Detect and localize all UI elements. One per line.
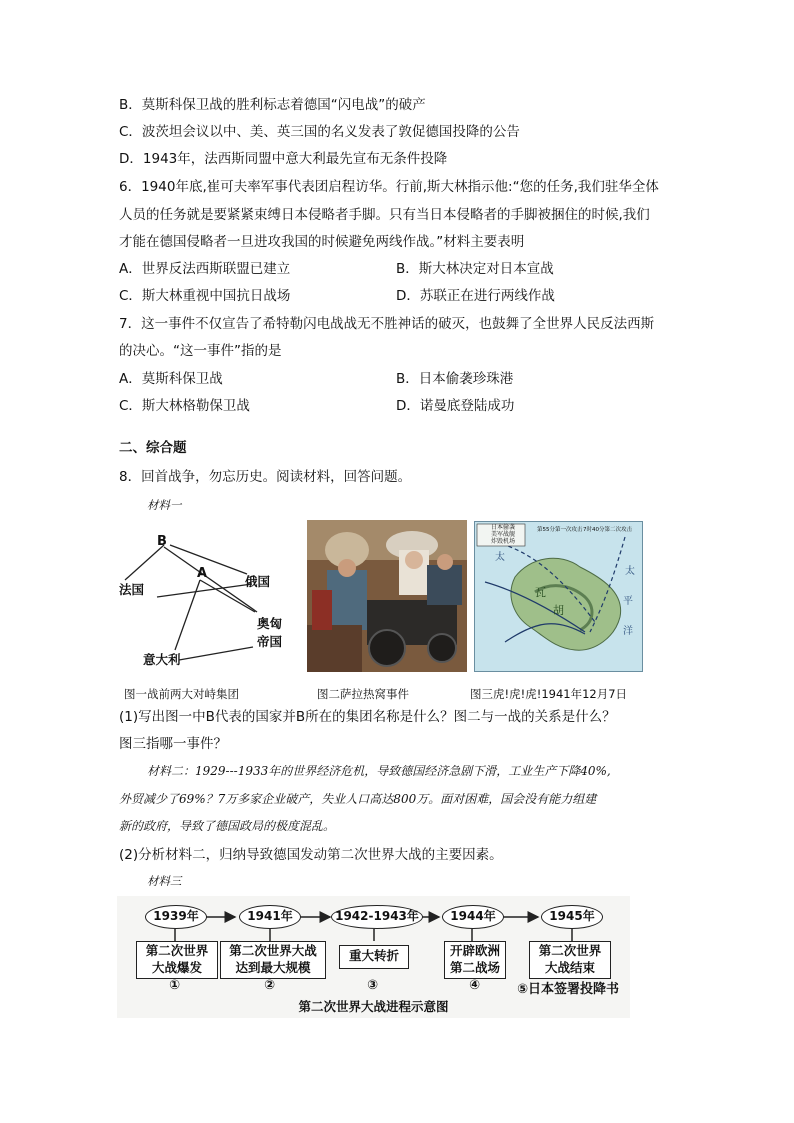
timeline-event-2-line1: 第二次世界大战 bbox=[229, 943, 317, 958]
material2-line2: 外贸减少了69%？7万多家企业破产，失业人口高达800万。面对困难，国会没有能力组建 bbox=[119, 792, 597, 806]
fig3-island-1: 瓦 bbox=[535, 586, 546, 599]
q6-option-b: B．斯大林决定对日本宣战 bbox=[396, 261, 554, 277]
q8-1-line1: (1)写出图一中B代表的国家并B所在的集团名称是什么？图二与一战的关系是什么？ bbox=[119, 709, 616, 725]
q7-line1: 7．这一事件不仅宣告了希特勒闪电战战无不胜神话的破灭，也鼓舞了全世界人民反法西斯 bbox=[119, 316, 655, 332]
fig1-caption: 图一战前两大对峙集团 bbox=[124, 687, 239, 701]
fig3-island-2: 胡 bbox=[553, 604, 564, 617]
q8-intro: 8．回首战争，勿忘历史。阅读材料，回答问题。 bbox=[119, 469, 412, 485]
q6-option-c: C．斯大林重视中国抗日战场 bbox=[119, 288, 291, 304]
figure2-sarajevo-image bbox=[307, 520, 467, 672]
fig3-sea-label-tai: 太 bbox=[495, 552, 505, 563]
q7-line2: 的决心。“这一事件”指的是 bbox=[119, 343, 282, 359]
fig3-legend-1: 日本偷袭 bbox=[491, 524, 516, 531]
q6-line2: 人员的任务就是要紧紧束缚日本侵略者手脚。只有当日本侵略者的手脚被捆住的时候,我们 bbox=[119, 207, 650, 223]
q8-2-question: (2)分析材料二，归纳导致德国发动第二次世界大战的主要因素。 bbox=[119, 847, 503, 863]
timeline-event-2 bbox=[220, 941, 326, 979]
option-d-prev: D．1943年，法西斯同盟中意大利最先宣布无条件投降 bbox=[119, 151, 448, 167]
option-c-prev: C．波茨坦会议以中、美、英三国的名义发表了敦促德国投降的公告 bbox=[119, 124, 520, 140]
fig3-legend-3: 炸毁机场 bbox=[491, 538, 516, 545]
fig3-note-2: 7时40分第二次攻击 bbox=[583, 527, 632, 533]
timeline-figure bbox=[117, 896, 630, 1018]
material3-label: 材料三 bbox=[147, 874, 182, 888]
q6-line1: 6．1940年底,崔可夫率军事代表团启程访华。行前,斯大林指示他:“您的任务,我们驻华全体 bbox=[119, 179, 659, 195]
timeline-year-1945: 1945年 bbox=[541, 905, 603, 929]
timeline-event-5 bbox=[529, 941, 611, 979]
fig1-france: 法国 bbox=[119, 582, 145, 597]
fig3-legend-2: 美军战舰 bbox=[491, 531, 516, 538]
q7-option-b: B．日本偷袭珍珠港 bbox=[396, 371, 514, 387]
q8-1-line2: 图三指哪一事件？ bbox=[119, 736, 227, 752]
timeline-year-1942: 1942-1943年 bbox=[331, 905, 423, 929]
figure3-pearl-harbor-map bbox=[474, 521, 643, 672]
fig3-sea-label-ping: 平 bbox=[623, 596, 633, 607]
timeline-event-3 bbox=[339, 945, 409, 969]
timeline-event-1-line2: 大战爆发 bbox=[151, 960, 202, 975]
q6-option-d: D．苏联正在进行两线作战 bbox=[396, 288, 555, 304]
fig3-sea-label-yang: 洋 bbox=[623, 626, 633, 637]
timeline-event-1 bbox=[136, 941, 218, 979]
q7-option-d: D．诺曼底登陆成功 bbox=[396, 398, 515, 414]
timeline-event-4-line2: 第二战场 bbox=[449, 960, 500, 975]
fig1-austria-1: 奥匈 bbox=[257, 616, 283, 631]
fig2-caption: 图二萨拉热窝事件 bbox=[317, 687, 409, 701]
timeline-title: 第二次世界大战进程示意图 bbox=[298, 999, 449, 1014]
q7-option-a: A．莫斯科保卫战 bbox=[119, 371, 223, 387]
fig3-note-1: 第55分第一次攻击 bbox=[537, 527, 583, 533]
timeline-num-1: ① bbox=[169, 978, 181, 993]
timeline-event-4-line1: 开辟欧洲 bbox=[449, 943, 500, 958]
timeline-num-2: ② bbox=[264, 978, 276, 993]
timeline-num-4: ④ bbox=[469, 978, 481, 993]
timeline-year-1941: 1941年 bbox=[239, 905, 301, 929]
timeline-event-3-line1: 重大转折 bbox=[348, 948, 399, 963]
figure1-alliance-diagram bbox=[117, 522, 299, 672]
material2-line3: 新的政府，导致了德国政局的极度混乱。 bbox=[119, 819, 336, 833]
timeline-event-5-line1: 第二次世界 bbox=[538, 943, 602, 958]
fig3-sea-label-tai-2: 太 bbox=[625, 566, 635, 577]
q6-option-a: A．世界反法西斯联盟已建立 bbox=[119, 261, 291, 277]
fig1-label-b: B bbox=[157, 534, 167, 549]
timeline-event-4 bbox=[444, 941, 506, 979]
option-b-prev: B．莫斯科保卫战的胜利标志着德国“闪电战”的破产 bbox=[119, 97, 426, 113]
timeline-event-1-line1: 第二次世界 bbox=[145, 943, 209, 958]
q6-line3: 才能在德国侵略者一旦进攻我国的时候避免两线作战。”材料主要表明 bbox=[119, 234, 525, 250]
fig1-label-a: A bbox=[197, 566, 208, 581]
timeline-event-5-line2: 大战结束 bbox=[544, 960, 595, 975]
section-heading: 二、综合题 bbox=[119, 440, 187, 456]
timeline-year-1939: 1939年 bbox=[145, 905, 207, 929]
material1-label: 材料一 bbox=[147, 498, 182, 512]
timeline-event-2-line2: 达到最大规模 bbox=[235, 960, 311, 975]
q7-option-c: C．斯大林格勒保卫战 bbox=[119, 398, 250, 414]
timeline-num-3: ③ bbox=[367, 978, 379, 993]
fig1-austria-2: 帝国 bbox=[257, 634, 283, 649]
sarajevo-illustration bbox=[307, 520, 467, 672]
material2-line1: 材料二：1929---1933年的世界经济危机，导致德国经济急剧下滑，工业生产下降40%, bbox=[147, 764, 611, 778]
timeline-year-1944: 1944年 bbox=[442, 905, 504, 929]
fig1-russia: 俄国 bbox=[245, 574, 271, 589]
fig3-caption: 图三虎!虎!虎!1941年12月7日 bbox=[470, 687, 628, 701]
timeline-num-5: ⑤日本签署投降书 bbox=[517, 982, 620, 997]
fig1-italy: 意大利 bbox=[143, 652, 181, 667]
